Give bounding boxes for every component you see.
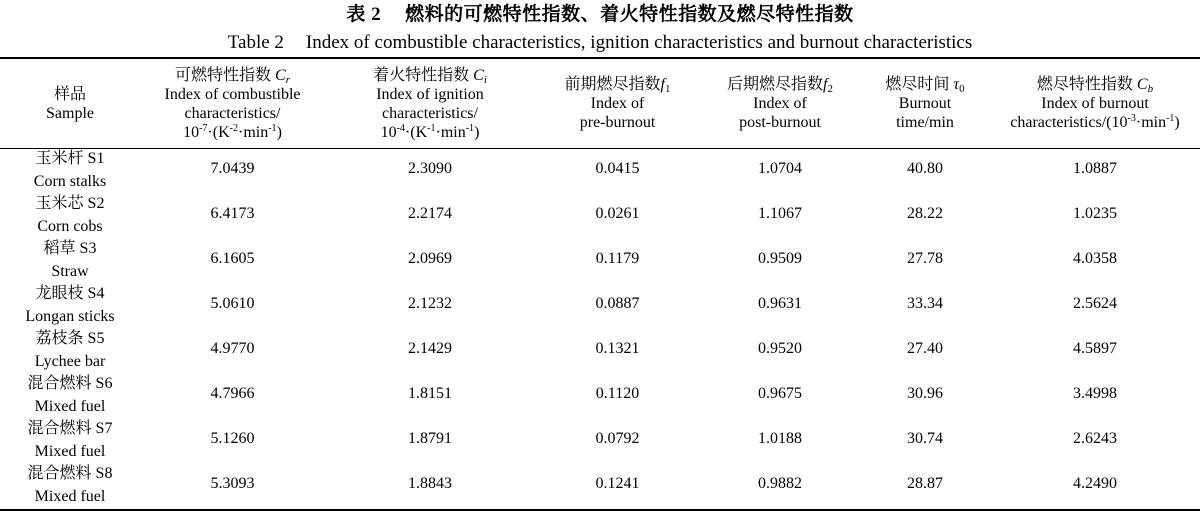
header-tau [860, 58, 990, 149]
header-cr-unit: $10^{-7}\cdot(K^{-2}\cdot\min^{-1})$ [183, 122, 282, 141]
cell-f1: 0.1179 [595, 250, 640, 267]
cell-f2: 0.9509 [758, 250, 802, 267]
header-cr-en1: Index of combustible [164, 85, 301, 103]
cell-ci: 1.8151 [408, 385, 452, 402]
cell-sample [0, 419, 140, 464]
header-ci-en2: characteristics/ [382, 104, 478, 122]
cell-f1: 0.1241 [535, 464, 700, 510]
header-cb-unit: characteristics/$(10^{-3}\cdot\min^{-1})$ [1010, 113, 1180, 131]
header-cr-symbol: C [275, 66, 286, 84]
header-ci-symbol: C [473, 66, 484, 84]
cell-cr: 5.3093 [140, 464, 325, 510]
sample-name-cn: 混合燃料 S7 [27, 420, 113, 437]
cell-sample [0, 284, 140, 329]
header-sample-cn: 样品 [53, 85, 86, 103]
header-f1-subscript: 1 [664, 83, 671, 95]
cell-cr: 4.9770 [210, 340, 255, 357]
header-ci-unit: $10^{-4}\cdot(K^{-1}\cdot\min^{-1})$ [380, 122, 480, 141]
cell-cr: 4.7966 [210, 385, 255, 402]
sample-name-cn: 荔枝条 S5 [35, 330, 105, 347]
header-tau-symbol: τ [953, 76, 960, 93]
table-row [0, 194, 1200, 239]
header-cb-en1: Index of burnout [1041, 95, 1149, 112]
cell-tau: 28.87 [860, 464, 990, 510]
table-number-en: Table 2 [227, 32, 284, 53]
header-sample-en: Sample [46, 104, 94, 122]
table-row [0, 149, 1200, 195]
cell-cb: 2.5624 [1073, 295, 1117, 312]
table-caption-cn: 燃料的可燃特性指数、着火特性指数及燃尽特性指数 [405, 4, 854, 25]
cell-ci: 1.8791 [408, 430, 452, 447]
header-f1-cn: 前期燃尽指数 [564, 76, 661, 93]
cell-ci: 2.3090 [408, 160, 452, 177]
cell-cb: 3.4998 [1073, 385, 1117, 402]
header-f2-en2: post-burnout [739, 114, 821, 131]
cell-tau: 28.22 [907, 205, 943, 222]
cell-f2: 0.9882 [700, 464, 860, 510]
header-cb-subscript: b [1147, 83, 1154, 95]
cell-cr: 5.1260 [210, 430, 255, 447]
sample-name-en: Corn cobs [37, 218, 103, 235]
cell-cb: 1.0887 [1073, 160, 1117, 177]
header-ci [325, 58, 535, 149]
sample-name-en: Longan sticks [25, 308, 115, 325]
sample-name-en: Mixed fuel [34, 488, 106, 505]
cell-f2: 0.9520 [758, 340, 802, 357]
sample-name-en: Mixed fuel [34, 443, 106, 460]
table-row [0, 329, 1200, 374]
header-tau-en1: Burnout [898, 95, 952, 112]
header-cr [140, 58, 325, 149]
cell-f1: 0.0261 [595, 205, 640, 222]
cell-cb: 4.5897 [1073, 340, 1117, 357]
table-caption-en: Index of combustible characteristics, ignition characteristics and burnout characteristics [305, 32, 973, 53]
cell-f1: 0.0415 [595, 160, 640, 177]
header-ci-cn: 着火特性指数 [373, 66, 470, 84]
table-row [0, 419, 1200, 464]
sample-name-en: Corn stalks [33, 173, 107, 190]
header-cb-symbol: C [1136, 76, 1148, 93]
cell-ci: 2.2174 [408, 205, 452, 222]
cell-f2: 0.9631 [758, 295, 802, 312]
sample-name-en: Mixed fuel [34, 398, 106, 415]
header-f1-en2: pre-burnout [579, 114, 656, 131]
cell-tau: 27.78 [907, 250, 943, 267]
cell-cr: 6.1605 [210, 250, 255, 267]
cell-f1: 0.0887 [595, 295, 640, 312]
cell-cb: 4.2490 [990, 464, 1200, 510]
sample-name-en: Straw [51, 263, 89, 280]
cell-f1: 0.1120 [595, 385, 640, 402]
cell-cr: 6.4173 [210, 205, 255, 222]
cell-ci: 1.8843 [325, 464, 535, 510]
header-f1 [535, 58, 700, 149]
sample-name-cn: 玉米杆 S1 [35, 150, 105, 167]
sample-name-cn: 稻草 S3 [43, 240, 97, 257]
header-row [0, 58, 1200, 149]
sample-name-cn: 龙眼枝 S4 [35, 285, 105, 302]
header-tau-cn: 燃尽时间 [885, 76, 950, 93]
cell-sample [0, 329, 140, 374]
cell-ci: 2.1232 [408, 295, 452, 312]
cell-sample [0, 239, 140, 284]
table-title-en [0, 30, 1200, 55]
header-ci-en1: Index of ignition [376, 85, 484, 103]
header-f2-cn: 后期燃尽指数 [727, 76, 824, 93]
data-table [0, 57, 1200, 511]
cell-ci: 2.0969 [408, 250, 452, 267]
header-cr-subscript: r [285, 73, 290, 86]
header-tau-subscript: 0 [959, 83, 965, 95]
header-f1-symbol: f [660, 76, 665, 93]
header-cb-cn: 燃尽特性指数 [1036, 76, 1133, 93]
header-f2 [700, 58, 860, 149]
header-cr-cn: 可燃特性指数 [175, 66, 272, 84]
cell-f2: 1.1067 [758, 205, 802, 222]
cell-cb: 4.0358 [1073, 250, 1117, 267]
table-row [0, 284, 1200, 329]
cell-cb: 1.0235 [1073, 205, 1117, 222]
cell-sample [0, 464, 140, 510]
header-cr-en2: characteristics/ [184, 104, 281, 122]
table-title-cn [0, 0, 1200, 30]
header-cb [990, 58, 1200, 149]
cell-tau: 30.74 [907, 430, 943, 447]
cell-sample [0, 374, 140, 419]
cell-f2: 0.9675 [758, 385, 802, 402]
header-tau-en2: time/min [896, 114, 954, 131]
cell-ci: 2.1429 [408, 340, 452, 357]
header-f2-subscript: 2 [827, 83, 833, 95]
sample-name-cn: 玉米芯 S2 [35, 195, 105, 212]
table-row [0, 374, 1200, 419]
table-number-cn: 表 2 [346, 4, 382, 25]
cell-f1: 0.1321 [595, 340, 640, 357]
cell-tau: 30.96 [907, 385, 943, 402]
table-row [0, 464, 1200, 510]
sample-name-cn: 混合燃料 S8 [27, 465, 113, 482]
cell-cb: 2.6243 [1073, 430, 1117, 447]
cell-tau: 33.34 [907, 295, 943, 312]
sample-name-en: Lychee bar [34, 353, 106, 370]
cell-cr: 5.0610 [210, 295, 255, 312]
cell-f2: 1.0188 [758, 430, 802, 447]
sample-name-cn: 混合燃料 S6 [27, 375, 113, 392]
cell-tau: 27.40 [907, 340, 943, 357]
cell-sample [0, 194, 140, 239]
header-sample [0, 58, 140, 149]
header-ci-subscript: i [483, 73, 487, 86]
header-f2-en1: Index of [753, 95, 807, 112]
cell-tau: 40.80 [907, 160, 943, 177]
cell-cr: 7.0439 [210, 160, 255, 177]
header-f2-symbol: f [823, 76, 828, 93]
header-f1-en1: Index of [590, 95, 645, 112]
cell-sample [0, 149, 140, 195]
cell-f2: 1.0704 [758, 160, 802, 177]
cell-f1: 0.0792 [595, 430, 640, 447]
table-row [0, 239, 1200, 284]
